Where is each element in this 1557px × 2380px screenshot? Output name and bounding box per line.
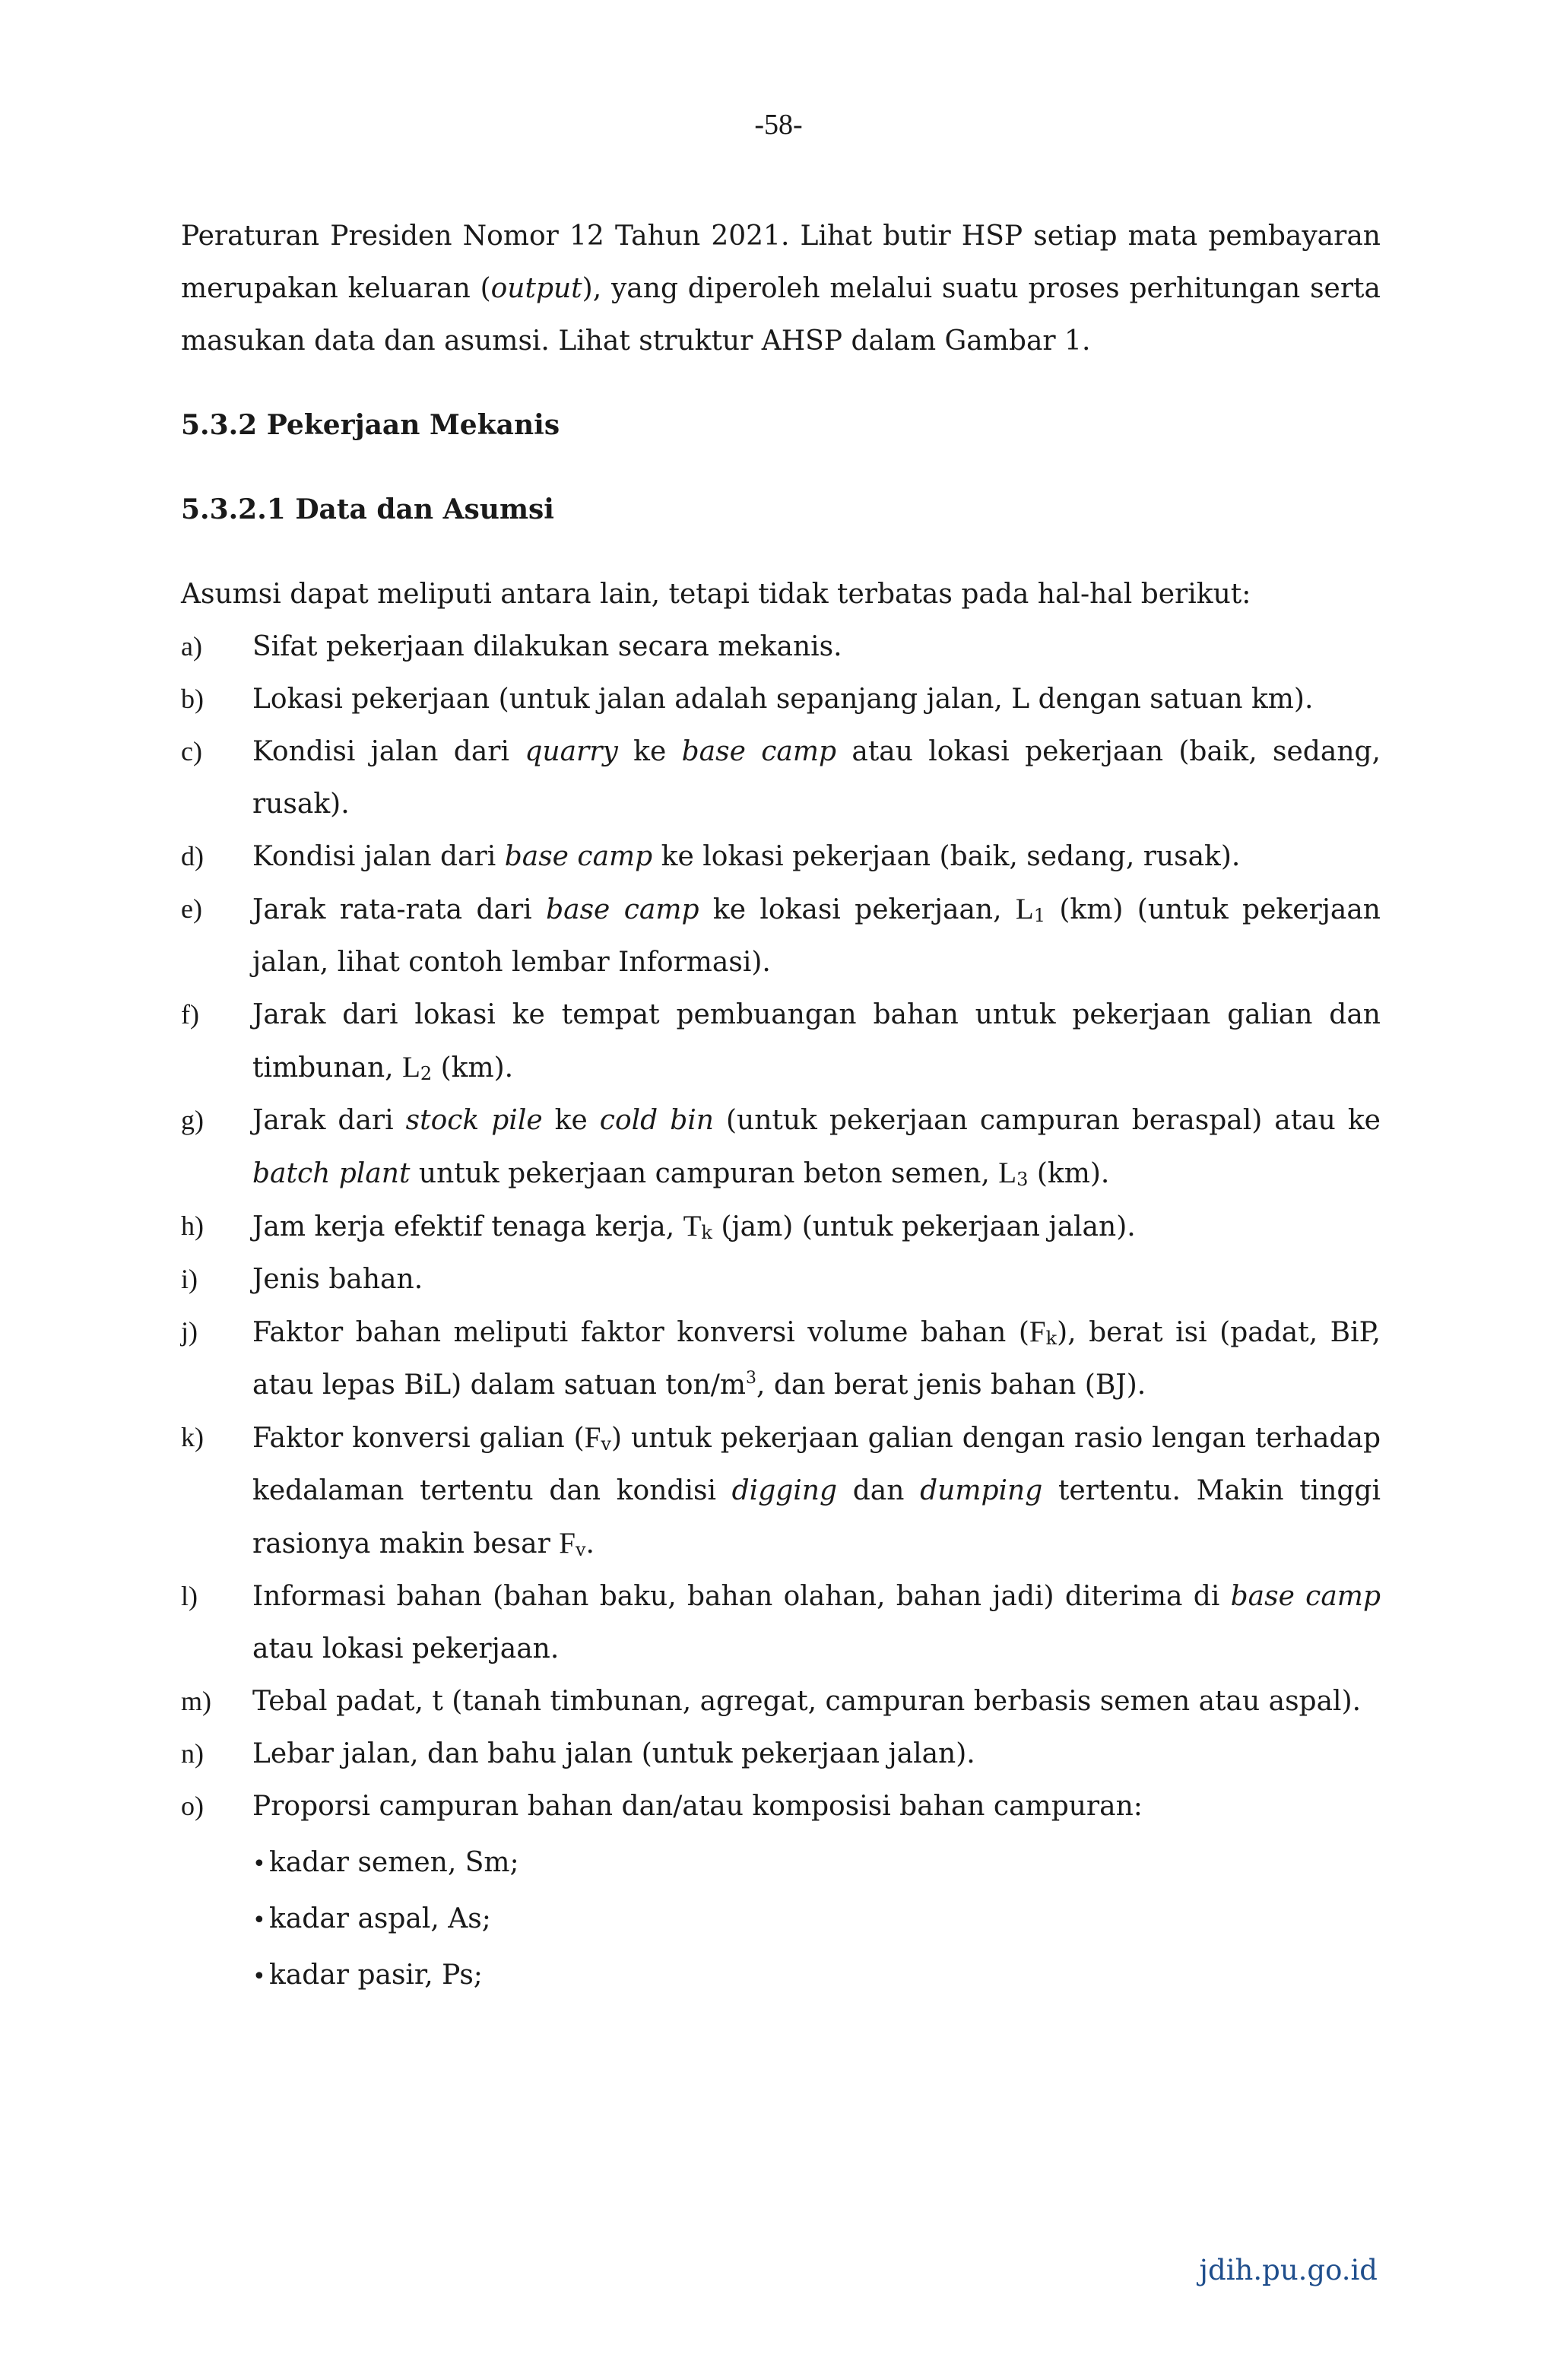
list-marker: b) [181, 684, 204, 714]
list-item-m [181, 1675, 1381, 1728]
text-run: ke lokasi pekerjaan (baik, sedang, rusak). [652, 841, 1241, 872]
text-run: Jarak dari lokasi ke tempat pembuangan bahan untuk pekerjaan galian dan timbunan, [252, 999, 1381, 1084]
list-marker: j) [181, 1316, 198, 1347]
italic-term: digging [731, 1475, 838, 1506]
subscript: k [701, 1222, 712, 1243]
list-marker: a) [181, 631, 202, 662]
list-marker: g) [181, 1105, 204, 1135]
list-item-k [181, 1411, 1381, 1570]
subscript: v [575, 1539, 586, 1560]
text-run: Faktor konversi galian ( [252, 1423, 585, 1454]
list-text [252, 1317, 1381, 1401]
list-item-i [181, 1253, 1381, 1306]
list-marker: c) [181, 736, 202, 766]
paragraph-text: ), yang diperoleh melalui suatu proses perhitungan serta masukan data dan asumsi. Lihat struktur AHSP dalam Gambar 1. [181, 273, 1381, 357]
paragraph-text: Peraturan Presiden Nomor 12 Tahun 2021. Lihat butir HSP setiap mata pembayaran merupakan keluaran ( [181, 221, 1381, 304]
intro-paragraph [181, 210, 1381, 367]
list-text [252, 1423, 1381, 1560]
bullet-text: kadar aspal, As; [269, 1903, 491, 1934]
list-text [252, 894, 1381, 978]
text-run: Kondisi jalan dari [252, 736, 525, 767]
assumption-list [181, 620, 1381, 1833]
text-run: Jarak rata-rata dari [252, 894, 547, 925]
text-run: (jam) (untuk pekerjaan jalan). [712, 1211, 1136, 1242]
list-marker: d) [181, 841, 204, 871]
text-run: atau lokasi pekerjaan. [252, 1633, 560, 1664]
list-text [252, 1105, 1381, 1189]
list-item-e [181, 883, 1381, 988]
list-item-b [181, 673, 1381, 725]
text-run: ), berat isi (padat, BiP, atau lepas BiL) dalam satuan ton/m [252, 1317, 1381, 1401]
superscript: 3 [745, 1369, 756, 1388]
list-text: Lebar jalan, dan bahu jalan (untuk pekerjaan jalan). [252, 1738, 975, 1769]
list-marker: h) [181, 1211, 204, 1241]
list-intro: Asumsi dapat meliputi antara lain, tetapi tidak terbatas pada hal-hal berikut: [181, 579, 1251, 610]
subscript: v [601, 1433, 611, 1455]
subscript: 2 [420, 1063, 433, 1084]
bullet-icon: • [252, 1963, 266, 1990]
text-run: Jam kerja efektif tenaga kerja, [252, 1211, 683, 1242]
text-run: ) untuk pekerjaan galian dengan rasio lengan terhadap kedalaman tertentu dan kondisi [252, 1423, 1381, 1506]
list-item-j [181, 1306, 1381, 1411]
italic-term: dumping [920, 1475, 1043, 1506]
italic-term: batch plant [252, 1158, 411, 1189]
list-marker: f) [181, 999, 199, 1030]
symbol: F [559, 1527, 576, 1560]
list-text [252, 1211, 1136, 1242]
list-text [252, 999, 1381, 1084]
list-text: Jenis bahan. [252, 1264, 423, 1295]
page-content [181, 210, 1381, 2004]
list-item-g [181, 1094, 1381, 1200]
text-run: untuk pekerjaan campuran beton semen, [410, 1158, 999, 1189]
italic-term: base camp [546, 894, 699, 925]
text-run: Informasi bahan (bahan baku, bahan olahan, bahan jadi) diterima di [252, 1581, 1231, 1612]
list-text: Tebal padat, t (tanah timbunan, agregat, campuran berbasis semen atau aspal). [252, 1686, 1362, 1717]
text-run: ke [542, 1105, 600, 1136]
text-run: Faktor bahan meliputi faktor konversi volume bahan ( [252, 1317, 1029, 1348]
text-run: atau lokasi pekerjaan (baik, sedang, rusak). [252, 736, 1381, 820]
list-marker: o) [181, 1791, 204, 1821]
text-run: (km). [1028, 1158, 1110, 1189]
bullet-item [252, 1836, 1381, 1892]
italic-term: quarry [525, 736, 618, 767]
subscript: 1 [1033, 905, 1046, 926]
text-run: (untuk pekerjaan campuran beraspal) atau ke [713, 1105, 1381, 1136]
italic-term: base camp [681, 736, 837, 767]
text-run: ke [617, 736, 682, 767]
symbol: L [402, 1051, 420, 1084]
list-item-d [181, 830, 1381, 883]
bullet-item [252, 1948, 1381, 2004]
text-run: (km). [432, 1052, 514, 1084]
italic-term: base camp [1230, 1581, 1381, 1612]
page-number: -58- [754, 109, 803, 141]
list-item-o [181, 1780, 1381, 1833]
list-item-a [181, 620, 1381, 673]
text-run: , dan berat jenis bahan (BJ). [756, 1369, 1146, 1401]
bullet-list [181, 1836, 1381, 2004]
text-run: tertentu. Makin tinggi rasionya makin besar [252, 1475, 1381, 1560]
section-heading-5-3-2-1: 5.3.2.1 Data dan Asumsi [181, 493, 554, 525]
list-item-f [181, 988, 1381, 1094]
list-text: Lokasi pekerjaan (untuk jalan adalah sepanjang jalan, L dengan satuan km). [252, 684, 1314, 715]
symbol: F [1029, 1315, 1046, 1348]
list-marker: e) [181, 893, 202, 924]
bullet-icon: • [252, 1907, 266, 1934]
symbol: F [584, 1421, 601, 1454]
text-run: Jarak dari [252, 1105, 406, 1136]
list-text [252, 1581, 1381, 1664]
italic-term: base camp [504, 841, 653, 872]
text-run: (km) (untuk pekerjaan jalan, lihat contoh lembar Informasi). [252, 894, 1381, 978]
list-marker: l) [181, 1581, 198, 1611]
list-text [252, 841, 1240, 872]
italic-term: stock pile [405, 1105, 543, 1136]
list-item-n [181, 1728, 1381, 1780]
footer-link[interactable]: jdih.pu.go.id [1199, 2254, 1378, 2286]
list-item-c [181, 725, 1381, 830]
list-text: Sifat pekerjaan dilakukan secara mekanis. [252, 631, 842, 662]
text-run: . [585, 1528, 595, 1560]
section-heading-5-3-2: 5.3.2 Pekerjaan Mekanis [181, 409, 560, 441]
list-item-l [181, 1570, 1381, 1675]
text-run: Kondisi jalan dari [252, 841, 505, 872]
list-text [252, 736, 1381, 820]
text-run: dan [837, 1475, 921, 1506]
list-text: Proporsi campuran bahan dan/atau komposisi bahan campuran: [252, 1791, 1143, 1822]
symbol: T [683, 1210, 702, 1242]
italic-term: cold bin [599, 1105, 714, 1136]
list-marker: n) [181, 1738, 204, 1769]
bullet-icon: • [252, 1851, 266, 1877]
bullet-text: kadar semen, Sm; [269, 1847, 519, 1878]
bullet-item [252, 1892, 1381, 1948]
text-run: ke lokasi pekerjaan, [699, 894, 1016, 925]
italic-term: output [490, 273, 582, 304]
subscript: 3 [1016, 1169, 1029, 1190]
symbol: L [1015, 893, 1034, 925]
list-marker: k) [181, 1422, 204, 1452]
list-marker: i) [181, 1264, 198, 1294]
bullet-text: kadar pasir, Ps; [269, 1960, 483, 1991]
list-item-h [181, 1200, 1381, 1253]
symbol: L [998, 1157, 1017, 1189]
subscript: k [1045, 1328, 1058, 1349]
list-marker: m) [181, 1686, 211, 1716]
